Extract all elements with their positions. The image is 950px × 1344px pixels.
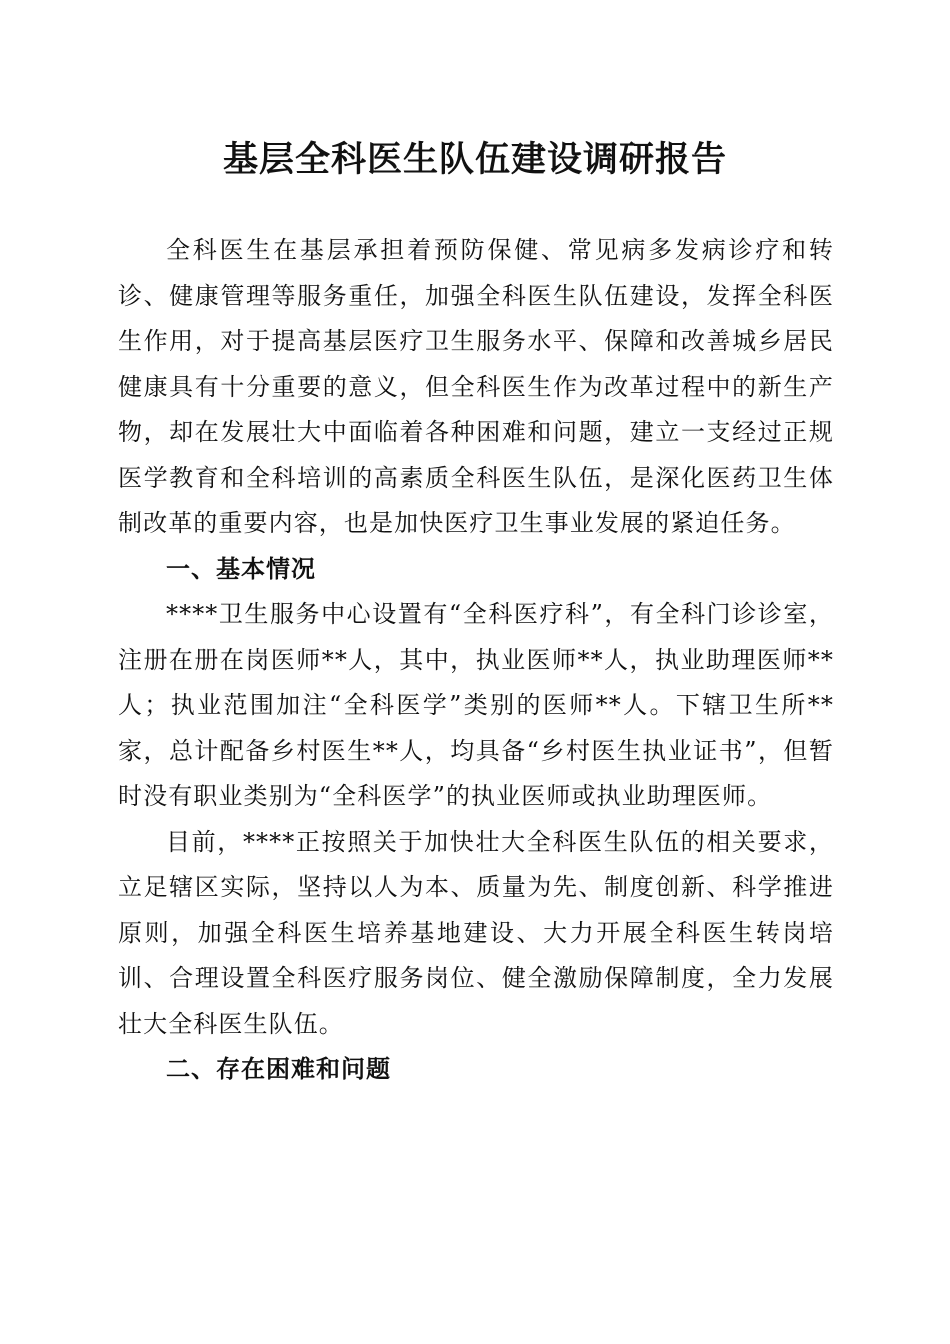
document-title: 基层全科医生队伍建设调研报告 <box>222 139 727 180</box>
document-body <box>118 228 834 1093</box>
paragraph-basic-situation-1: ****卫生服务中心设置有“全科医疗科”，有全科门诊诊室，注册在册在岗医师**人，其中，执业医师**人，执业助理医师**人；执业范围加注“全科医学”类别的医师**人。下辖卫生所**家，总计配备乡村医生**人，均具备“乡村医生执业证书”，但暂时没有职业类别为“全科医学”的执业医师或执业助理医师。 <box>118 600 834 810</box>
paragraph-basic-situation-2: 目前，****正按照关于加快壮大全科医生队伍的相关要求，立足辖区实际，坚持以人为本、质量为先、制度创新、科学推进原则，加强全科医生培养基地建设、大力开展全科医生转岗培训、合理设置全科医疗服务岗位、健全激励保障制度，全力发展壮大全科医生队伍。 <box>118 827 834 1038</box>
section-heading-basic-situation: 一、基本情况 <box>166 554 316 583</box>
section-heading-problems: 二、存在困难和问题 <box>166 1055 391 1083</box>
intro-paragraph: 全科医生在基层承担着预防保健、常见病多发病诊疗和转诊、健康管理等服务重任，加强全科医生队伍建设，发挥全科医生作用，对于提高基层医疗卫生服务水平、保障和改善城乡居民健康具有十分重要的意义，但全科医生作为改革过程中的新生产物，却在发展壮大中面临着各种困难和问题，建立一支经过正规医学教育和全科培训的高素质全科医生队伍，是深化医药卫生体制改革的重要内容，也是加快医疗卫生事业发展的紧迫任务。 <box>118 236 834 537</box>
